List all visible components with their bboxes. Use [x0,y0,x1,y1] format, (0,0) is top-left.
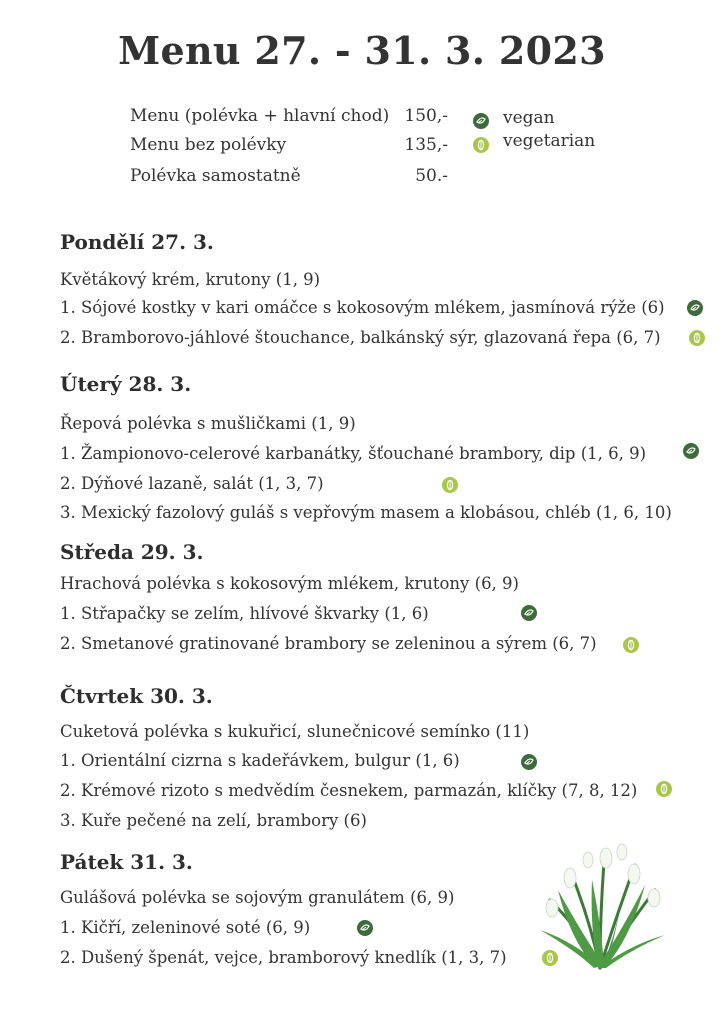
day-heading-friday: Pátek 31. 3. [60,850,193,874]
friday-item-2: 2. Dušený špenát, vejce, bramborový knedlík (1, 3, 7) [60,948,507,967]
tuesday-item-2: 2. Dýňové lazaně, salát (1, 3, 7) [60,474,324,493]
vegan-icon [521,605,537,621]
wednesday-soup: Hrachová polévka s kokosovým mlékem, krutony (6, 9) [60,574,519,593]
tuesday-item-1: 1. Žampionovo-celerové karbanátky, šťouchané brambory, dip (1, 6, 9) [60,444,647,463]
monday-item-2: 2. Bramborovo-jáhlové štouchance, balkánský sýr, glazovaná řepa (6, 7) [60,328,661,347]
vegetarian-icon [623,637,639,653]
day-heading-wednesday: Středa 29. 3. [60,540,204,564]
tuesday-item-3: 3. Mexický fazolový guláš s vepřovým masem a klobásou, chléb (1, 6, 10) [60,503,672,522]
legend-vegan-label: vegan [503,108,555,128]
vegan-icon [687,300,703,316]
price-value-soup-only: 50.- [415,166,448,186]
thursday-item-2: 2. Krémové rizoto s medvědím česnekem, parmazán, klíčky (7, 8, 12) [60,781,638,800]
wednesday-item-2: 2. Smetanové gratinované brambory se zeleninou a sýrem (6, 7) [60,634,597,653]
thursday-item-3: 3. Kuře pečené na zelí, brambory (6) [60,811,367,830]
vegetarian-icon [473,137,489,153]
friday-item-1: 1. Kičří, zeleninové soté (6, 9) [60,918,311,937]
vegetarian-icon [656,781,672,797]
price-value-no-soup: 135,- [404,135,448,155]
day-heading-tuesday: Úterý 28. 3. [60,372,192,396]
price-label-menu: Menu (polévka + hlavní chod) [130,106,390,126]
page-title: Menu 27. - 31. 3. 2023 [118,28,606,73]
monday-soup: Květákový krém, krutony (1, 9) [60,270,321,289]
legend-vegetarian-label: vegetarian [503,131,596,151]
wednesday-item-1: 1. Střapačky se zelím, hlívové škvarky (1, 6) [60,604,429,623]
vegetarian-icon [442,477,458,493]
tuesday-soup: Řepová polévka s mušličkami (1, 9) [60,414,356,433]
vegan-icon [683,443,699,459]
vegan-icon [473,113,489,129]
day-heading-thursday: Čtvrtek 30. 3. [60,684,213,708]
price-label-no-soup: Menu bez polévky [130,135,287,155]
price-label-soup-only: Polévka samostatně [130,166,301,186]
price-value-menu: 150,- [404,106,448,126]
vegan-icon [357,920,373,936]
thursday-item-1: 1. Orientální cizrna s kadeřávkem, bulgur (1, 6) [60,751,460,770]
vegan-icon [521,754,537,770]
thursday-soup: Cuketová polévka s kukuřicí, slunečnicové semínko (11) [60,722,530,741]
day-heading-monday: Pondělí 27. 3. [60,230,214,254]
monday-item-1: 1. Sójové kostky v kari omáčce s kokosovým mlékem, jasmínová rýže (6) [60,298,665,317]
friday-soup: Gulášová polévka se sojovým granulátem (6, 9) [60,888,455,907]
snowdrop-flowers-illustration [530,830,670,970]
vegetarian-icon [689,330,705,346]
